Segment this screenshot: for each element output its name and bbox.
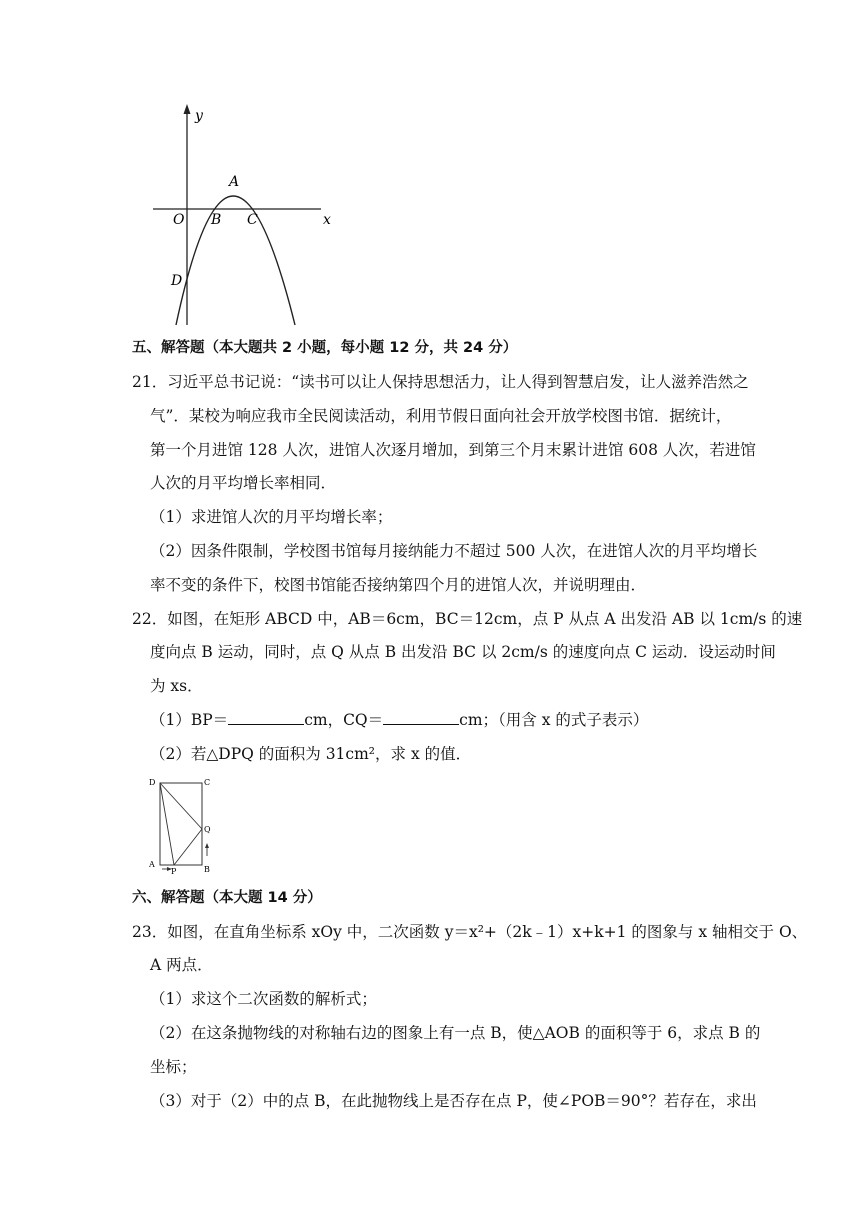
y-label: y <box>195 108 203 124</box>
rectangle-abcd <box>160 783 202 865</box>
q22-answer-blank-bp[interactable] <box>228 710 304 725</box>
q22-part-1 <box>150 710 648 730</box>
q21-line-3: 第一个月进馆 128 人次，进馆人次逐月增加，到第三个月末累计进馆 608 人次，若进馆 <box>150 441 756 459</box>
q21-part-2-line-1: （2）因条件限制，学校图书馆每月接纳能力不超过 500 人次，在进馆人次的月平均增长 <box>150 542 758 560</box>
section-6-heading: 六、解答题（本大题 14 分） <box>132 890 322 906</box>
q21-part-1: （1）求进馆人次的月平均增长率； <box>150 508 393 526</box>
q23-part-3: （3）对于（2）中的点 B，在此抛物线上是否存在点 P，使∠POB＝90°？若存在，求出 <box>150 1092 757 1110</box>
q22-part-1-text-b: cm，CQ＝ <box>304 711 384 729</box>
q22-part-1-text-a: （1）BP＝ <box>150 711 229 729</box>
parabola-figure <box>145 100 345 330</box>
rectangle-figure <box>146 774 216 874</box>
q23-part-1: （1）求这个二次函数的解析式； <box>150 990 377 1008</box>
segment-dp <box>160 783 174 865</box>
y-axis-arrow <box>184 104 191 114</box>
point-d-label: D <box>171 273 183 289</box>
q23-part-2-line-2: 坐标； <box>150 1058 197 1076</box>
q22-line-2: 度向点 B 运动，同时，点 Q 从点 B 出发沿 BC 以 2cm/s 的速度向点 C 运动．设运动时间 <box>150 643 776 661</box>
point-b-label: B <box>211 212 222 228</box>
q22-answer-blank-cq[interactable] <box>383 710 459 725</box>
q23-part-2-line-1: （2）在这条抛物线的对称轴右边的图象上有一点 B，使△AOB 的面积等于 6，求点 B 的 <box>150 1024 761 1042</box>
q22-line-1: 22．如图，在矩形 ABCD 中，AB＝6cm，BC＝12cm，点 P 从点 A 出发沿 AB 以 1cm/s 的速 <box>132 610 803 628</box>
x-label: x <box>323 212 331 228</box>
section-5-heading: 五、解答题（本大题共 2 小题，每小题 12 分，共 24 分） <box>132 340 518 356</box>
label-d: D <box>149 778 156 787</box>
q21-line-2: 气”．某校为响应我市全民阅读活动，利用节假日面向社会开放学校图书馆．据统计， <box>150 407 732 425</box>
q22-part-2: （2）若△DPQ 的面积为 31cm²，求 x 的值． <box>150 745 472 763</box>
label-p: P <box>171 867 177 874</box>
point-c-label: C <box>247 212 258 228</box>
label-a: A <box>149 860 155 869</box>
label-q: Q <box>204 825 211 834</box>
q-motion-arrowhead <box>205 843 209 848</box>
q22-part-1-text-c: cm；（用含 x 的式子表示） <box>459 711 649 729</box>
label-c: C <box>204 778 211 787</box>
q21-part-2-line-2: 率不变的条件下，校图书馆能否接纳第四个月的进馆人次，并说明理由． <box>150 576 647 594</box>
point-a-label: A <box>229 174 240 190</box>
q21-line-1: 21．习近平总书记说：“读书可以让人保持思想活力，让人得到智慧启发，让人滋养浩然之 <box>132 373 749 391</box>
segment-pq <box>174 829 202 865</box>
q23-line-2: A 两点． <box>150 956 213 974</box>
q22-line-3: 为 xs． <box>150 677 203 695</box>
point-o-label: O <box>173 212 185 228</box>
q23-line-1: 23．如图，在直角坐标系 xOy 中，二次函数 y＝x²+（2k﹣1）x+k+1 的图象与 x 轴相交于 O、 <box>132 923 808 941</box>
label-b: B <box>204 865 210 874</box>
q21-line-4: 人次的月平均增长率相同． <box>150 474 337 492</box>
parabola-curve <box>176 196 295 325</box>
